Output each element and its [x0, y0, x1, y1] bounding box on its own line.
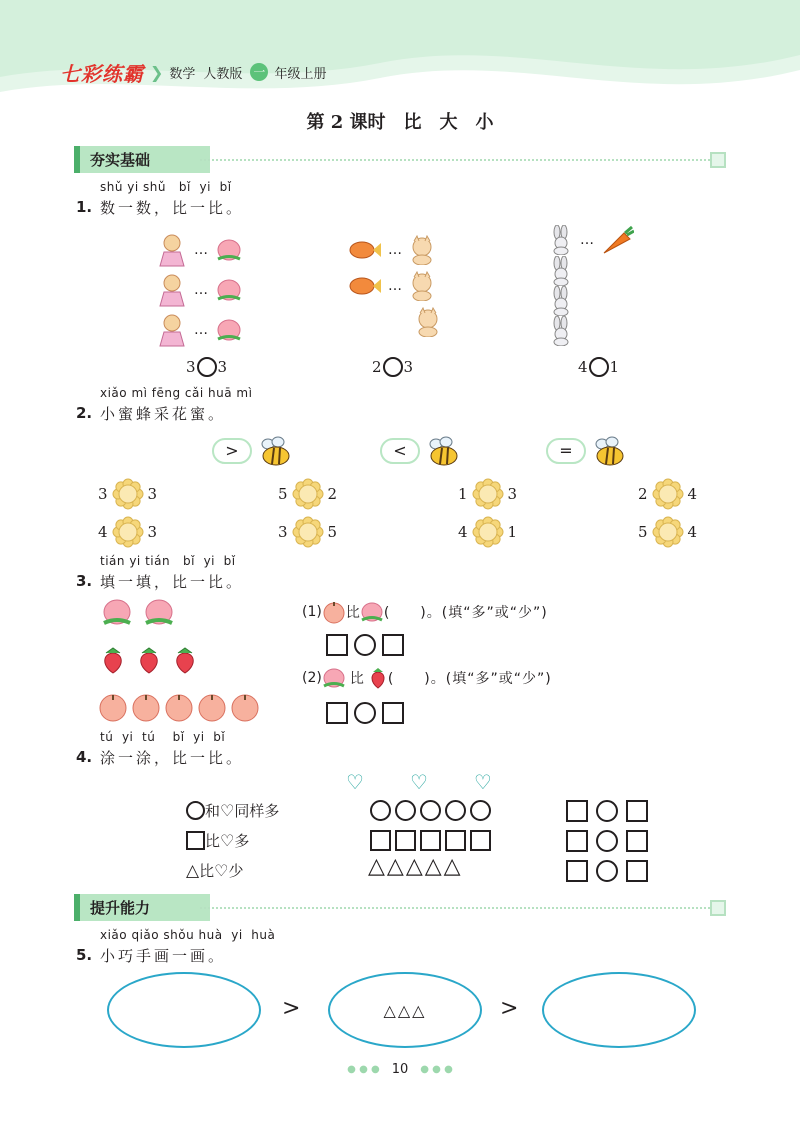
- heart-icon: ♡: [220, 831, 235, 850]
- colorable-circle[interactable]: [445, 800, 466, 821]
- q3-part2: (2) 比 ( )。(填“多”或“少”): [302, 666, 552, 690]
- bee-icon: [422, 434, 462, 468]
- answer-square[interactable]: [326, 702, 348, 724]
- strawberry-icon: [136, 646, 162, 674]
- answer-square[interactable]: [566, 830, 588, 852]
- rabbit-icon: [548, 286, 574, 316]
- pair-right-number: 3: [507, 485, 518, 503]
- q4-pinyin: tú yi tú bǐ yi bǐ: [100, 730, 226, 744]
- answer-circle[interactable]: [354, 634, 376, 656]
- pair-right-number: 5: [327, 523, 338, 541]
- q1-answer-b: 2 3: [372, 358, 414, 376]
- pair-left-number: 5: [278, 485, 288, 503]
- flower-icon[interactable]: [652, 478, 684, 510]
- pair-left-number: 2: [638, 485, 648, 503]
- apple-icon: [164, 692, 194, 722]
- carrot-icon: [600, 225, 634, 255]
- q1-number: 1.: [76, 198, 93, 216]
- q1-text: 数一数，比一比。: [100, 199, 245, 217]
- apple-icon: [98, 692, 128, 722]
- cat-icon: [408, 235, 436, 265]
- flower-pair: [278, 478, 337, 510]
- q2-number: 2.: [76, 404, 93, 422]
- bee-icon: [588, 434, 628, 468]
- pair-right-number: 3: [147, 523, 158, 541]
- answer-square[interactable]: [626, 860, 648, 882]
- dots-left-icon: ● ● ●: [347, 1064, 380, 1075]
- rabbit-icon: [548, 316, 574, 346]
- peach-icon: [142, 598, 176, 628]
- square-shape: [186, 831, 205, 850]
- pair-right-number: 4: [687, 523, 698, 541]
- q4-row-triangle: △ 比 ♡ 少: [186, 860, 244, 881]
- pair-right-number: 1: [507, 523, 518, 541]
- answer-circle[interactable]: [383, 357, 403, 377]
- q2-sign-greater: >: [212, 434, 294, 468]
- q3-apple-row: [98, 692, 260, 722]
- page-number: 10: [391, 1062, 409, 1077]
- lesson-title: 第 2 课时 比 大 小: [306, 112, 494, 133]
- fish-icon: [346, 238, 382, 262]
- answer-circle[interactable]: [354, 702, 376, 724]
- q4-answers: [566, 800, 648, 882]
- brand-logo: 七彩练霸: [60, 61, 144, 86]
- q5-gt-2: >: [500, 996, 519, 1021]
- peach-icon: [214, 277, 244, 303]
- q3-part1-answer: [326, 634, 404, 656]
- peach-icon: [322, 666, 346, 690]
- colorable-circle[interactable]: [370, 800, 391, 821]
- q2-sign-less: <: [380, 434, 462, 468]
- pair-left-number: 3: [278, 523, 288, 541]
- q3-number: 3.: [76, 572, 93, 590]
- apple-icon: [197, 692, 227, 722]
- flower-icon[interactable]: [652, 516, 684, 548]
- colorable-circle[interactable]: [395, 800, 416, 821]
- flower-pair: [458, 478, 517, 510]
- girl-icon: [156, 272, 188, 308]
- answer-circle[interactable]: [589, 357, 609, 377]
- flower-pair: [638, 516, 697, 548]
- answer-square[interactable]: [382, 702, 404, 724]
- flower-icon[interactable]: [292, 478, 324, 510]
- answer-square[interactable]: [566, 800, 588, 822]
- flower-icon[interactable]: [112, 516, 144, 548]
- q3-text: 填一填，比一比。: [100, 573, 245, 591]
- q4-row-circle: 和 ♡ 同样多: [186, 800, 279, 821]
- flower-icon[interactable]: [112, 478, 144, 510]
- pair-left-number: 4: [458, 523, 468, 541]
- q4-square-set: [370, 830, 491, 851]
- peach-icon: [214, 317, 244, 343]
- q5-ellipse-middle: [328, 972, 482, 1048]
- pair-right-number: 4: [687, 485, 698, 503]
- apple-icon: [322, 600, 346, 624]
- q1-group-b: … …: [346, 232, 442, 340]
- answer-square[interactable]: [566, 860, 588, 882]
- section-divider: [200, 907, 710, 909]
- answer-circle[interactable]: [596, 830, 618, 852]
- colorable-circle[interactable]: [420, 800, 441, 821]
- chevron-icon: ❯: [150, 62, 164, 82]
- q4-row-square: 比 ♡ 多: [186, 830, 249, 851]
- q5-ellipse-left[interactable]: [107, 972, 261, 1048]
- q1-pinyin: shǔ yi shǔ bǐ yi bǐ: [100, 180, 232, 194]
- section-end-box: [710, 900, 726, 916]
- flower-icon[interactable]: [472, 478, 504, 510]
- grade-badge: 一: [250, 63, 268, 81]
- rabbit-icon: [548, 256, 574, 286]
- strawberry-icon: [100, 646, 126, 674]
- header-grade: 年级上册: [274, 66, 327, 82]
- girl-icon: [156, 312, 188, 348]
- header: [60, 58, 326, 86]
- q5-pinyin: xiǎo qiǎo shǒu huà yi huà: [100, 928, 276, 942]
- section-advanced-label: 提升能力: [74, 894, 210, 921]
- strawberry-icon: [368, 667, 388, 689]
- section-divider: [200, 159, 710, 161]
- answer-square[interactable]: [626, 830, 648, 852]
- section-end-box: [710, 152, 726, 168]
- answer-circle[interactable]: [197, 357, 217, 377]
- q2-sign-equal: =: [546, 434, 628, 468]
- pair-left-number: 3: [98, 485, 108, 503]
- rabbit-icon: [548, 225, 574, 255]
- colorable-square[interactable]: [420, 830, 441, 851]
- colorable-square[interactable]: [395, 830, 416, 851]
- q4-triangle-set[interactable]: △△△△△: [368, 854, 463, 879]
- q4-number: 4.: [76, 748, 93, 766]
- q1-answer-c: 4 1: [578, 358, 620, 376]
- pair-left-number: 5: [638, 523, 648, 541]
- pair-left-number: 4: [98, 523, 108, 541]
- flower-pair: [278, 516, 337, 548]
- heart-icon: ♡: [214, 861, 229, 880]
- q1-group-a: … … …: [156, 230, 244, 350]
- flower-pair: [458, 516, 517, 548]
- circle-shape: [186, 801, 205, 820]
- q3-strawberry-row: [100, 646, 198, 674]
- q2-text: 小蜜蜂采花蜜。: [100, 405, 227, 423]
- pair-right-number: 2: [327, 485, 338, 503]
- girl-icon: [156, 232, 188, 268]
- pair-right-number: 3: [147, 485, 158, 503]
- answer-square[interactable]: [382, 634, 404, 656]
- q1-group-c: …: [548, 224, 634, 346]
- q3-part1: (1) 比 ( )。(填“多”或“少”): [302, 600, 548, 624]
- heart-icon: ♡: [409, 770, 428, 794]
- flower-pair: [98, 478, 157, 510]
- flower-pair: [638, 478, 697, 510]
- colorable-square[interactable]: [445, 830, 466, 851]
- q5-gt-1: >: [282, 996, 301, 1021]
- flower-icon[interactable]: [472, 516, 504, 548]
- colorable-square[interactable]: [370, 830, 391, 851]
- answer-square[interactable]: [626, 800, 648, 822]
- triangle-shape: △: [186, 860, 200, 881]
- flower-icon[interactable]: [292, 516, 324, 548]
- cat-icon: [414, 307, 442, 337]
- header-edition: 人教版: [203, 66, 243, 82]
- fish-icon: [346, 274, 382, 298]
- q1-answer-a: 3 3: [186, 358, 228, 376]
- page-footer: [0, 1062, 800, 1077]
- header-wave: [0, 0, 800, 110]
- heart-icon: ♡: [346, 770, 364, 794]
- q5-triangles: △△△: [383, 1000, 427, 1020]
- q4-circle-set: [370, 800, 491, 821]
- answer-circle[interactable]: [596, 800, 618, 822]
- heart-icon: ♡: [220, 801, 235, 820]
- q3-part2-answer: [326, 702, 404, 724]
- q5-number: 5.: [76, 946, 93, 964]
- colorable-circle[interactable]: [470, 800, 491, 821]
- answer-square[interactable]: [326, 634, 348, 656]
- q5-text: 小巧手画一画。: [100, 947, 227, 965]
- q3-peach-row: [100, 598, 176, 628]
- apple-icon: [230, 692, 260, 722]
- q5-ellipse-right[interactable]: [542, 972, 696, 1048]
- apple-icon: [131, 692, 161, 722]
- flower-pair: [98, 516, 157, 548]
- section-basic-label: 夯实基础: [74, 146, 210, 173]
- q2-pinyin: xiǎo mì fēng cǎi huā mì: [100, 386, 253, 400]
- bee-icon: [254, 434, 294, 468]
- colorable-square[interactable]: [470, 830, 491, 851]
- q3-pinyin: tián yi tián bǐ yi bǐ: [100, 554, 236, 568]
- answer-circle[interactable]: [596, 860, 618, 882]
- q4-text: 涂一涂，比一比。: [100, 749, 245, 767]
- heart-icon: ♡: [473, 770, 492, 794]
- dots-right-icon: ● ● ●: [420, 1064, 453, 1075]
- header-subject: 数学: [169, 66, 196, 82]
- q4-hearts: [346, 770, 492, 794]
- peach-icon: [100, 598, 134, 628]
- cat-icon: [408, 271, 436, 301]
- peach-icon: [214, 237, 244, 263]
- pair-left-number: 1: [458, 485, 468, 503]
- strawberry-icon: [172, 646, 198, 674]
- peach-icon: [360, 600, 384, 624]
